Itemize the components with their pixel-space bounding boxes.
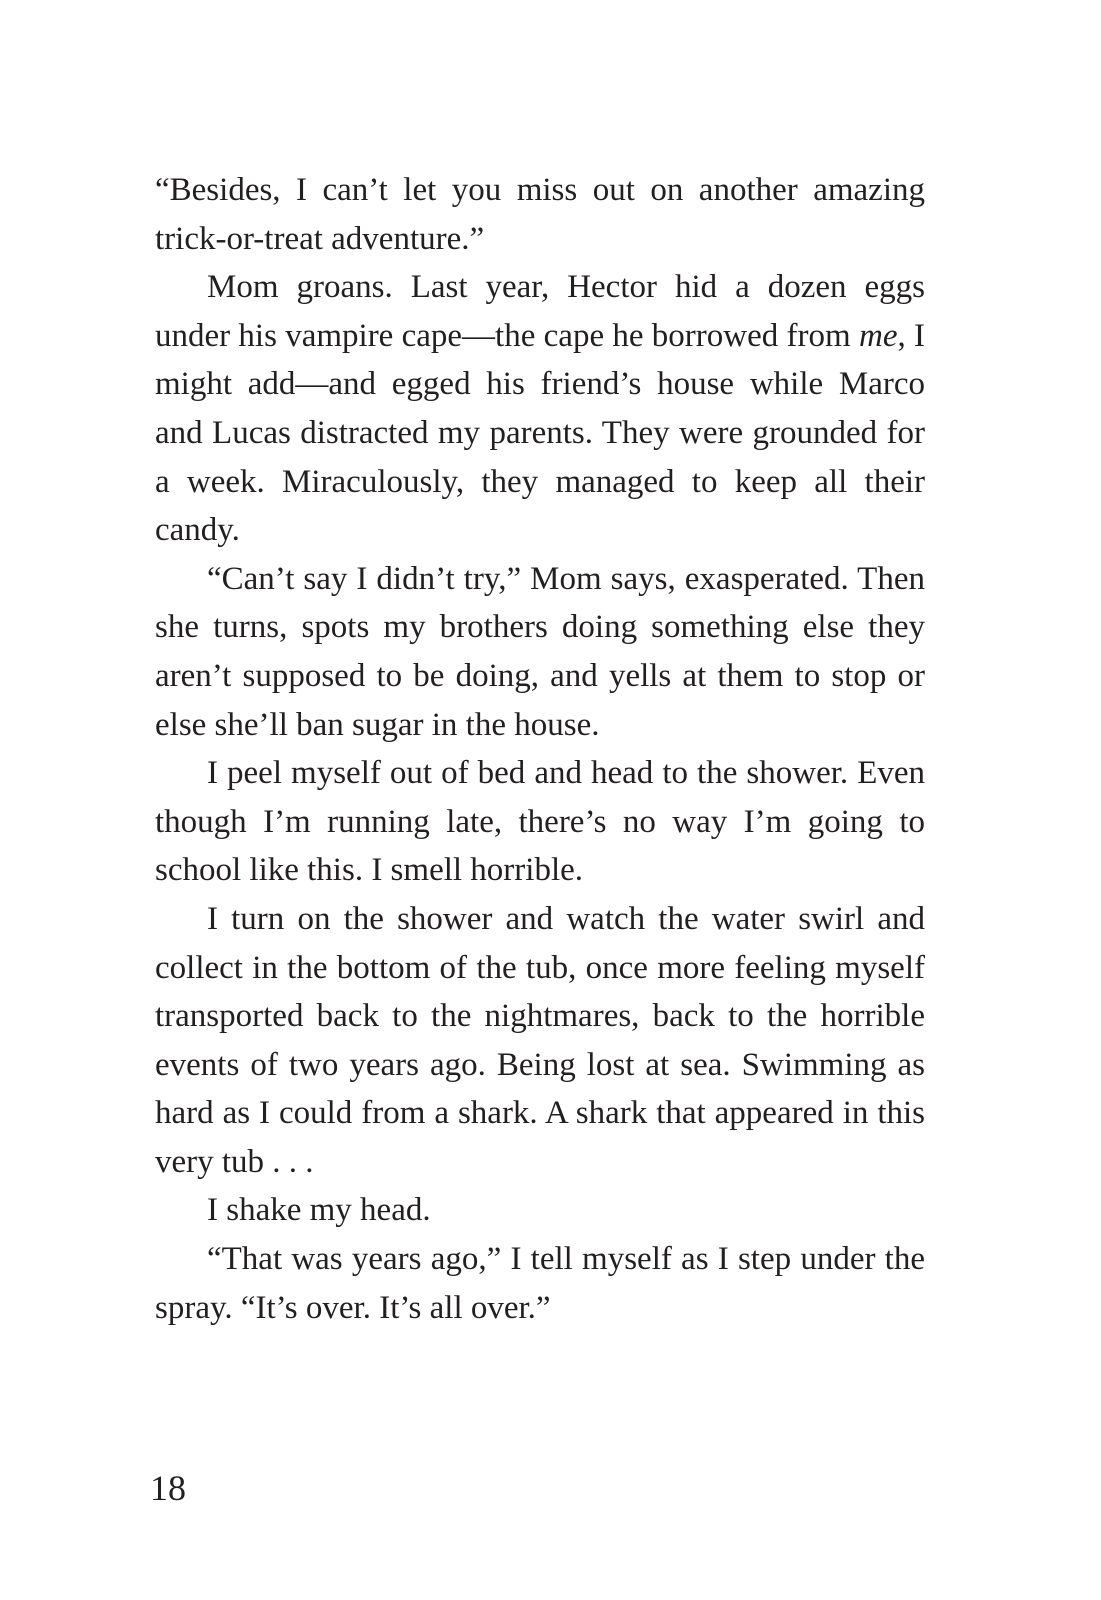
- paragraph: [155, 555, 925, 749]
- paragraph: [155, 1186, 925, 1235]
- paragraph-text: “Can’t say I didn’t try,” Mom says, exasperated. Then she turns, spots my brothers doing something else they aren’t supposed to be doing, and yells at them to stop or else she’ll ban sugar in the house.: [155, 560, 925, 743]
- body-text: [155, 166, 925, 1332]
- paragraph-text: “That was years ago,” I tell myself as I step under the spray. “It’s over. It’s all over.”: [155, 1241, 925, 1326]
- paragraph-text: I shake my head.: [207, 1192, 431, 1229]
- paragraph-text: Mom groans. Last year, Hector hid a dozen eggs under his vampire cape—the cape he borrowed from: [155, 269, 925, 354]
- paragraph-text: “Besides, I can’t let you miss out on another amazing trick-or-treat adventure.”: [155, 172, 925, 257]
- paragraph: [155, 1235, 925, 1332]
- paragraph: [155, 895, 925, 1187]
- paragraph-text: , I might add—and egged his friend’s house while Marco and Lucas distracted my parents. They were grounded for a week. Miraculously, they managed to keep all their candy.: [155, 317, 925, 549]
- paragraph: [155, 749, 925, 895]
- paragraph-text: I turn on the shower and watch the water swirl and collect in the bottom of the tub, once more feeling myself transported back to the nightmares, back to the horrible events of two years ago. Being lost at sea. Swimming as hard as I could from a shark. A shark that appeared in this very tub . . .: [155, 900, 925, 1180]
- paragraph: [155, 166, 925, 263]
- paragraph-text: I peel myself out of bed and head to the shower. Even though I’m running late, there’s no way I’m going to school like this. I smell horrible.: [155, 755, 925, 889]
- emphasized-text: me: [858, 317, 898, 354]
- paragraph: [155, 263, 925, 555]
- page-number: 18: [150, 1468, 186, 1508]
